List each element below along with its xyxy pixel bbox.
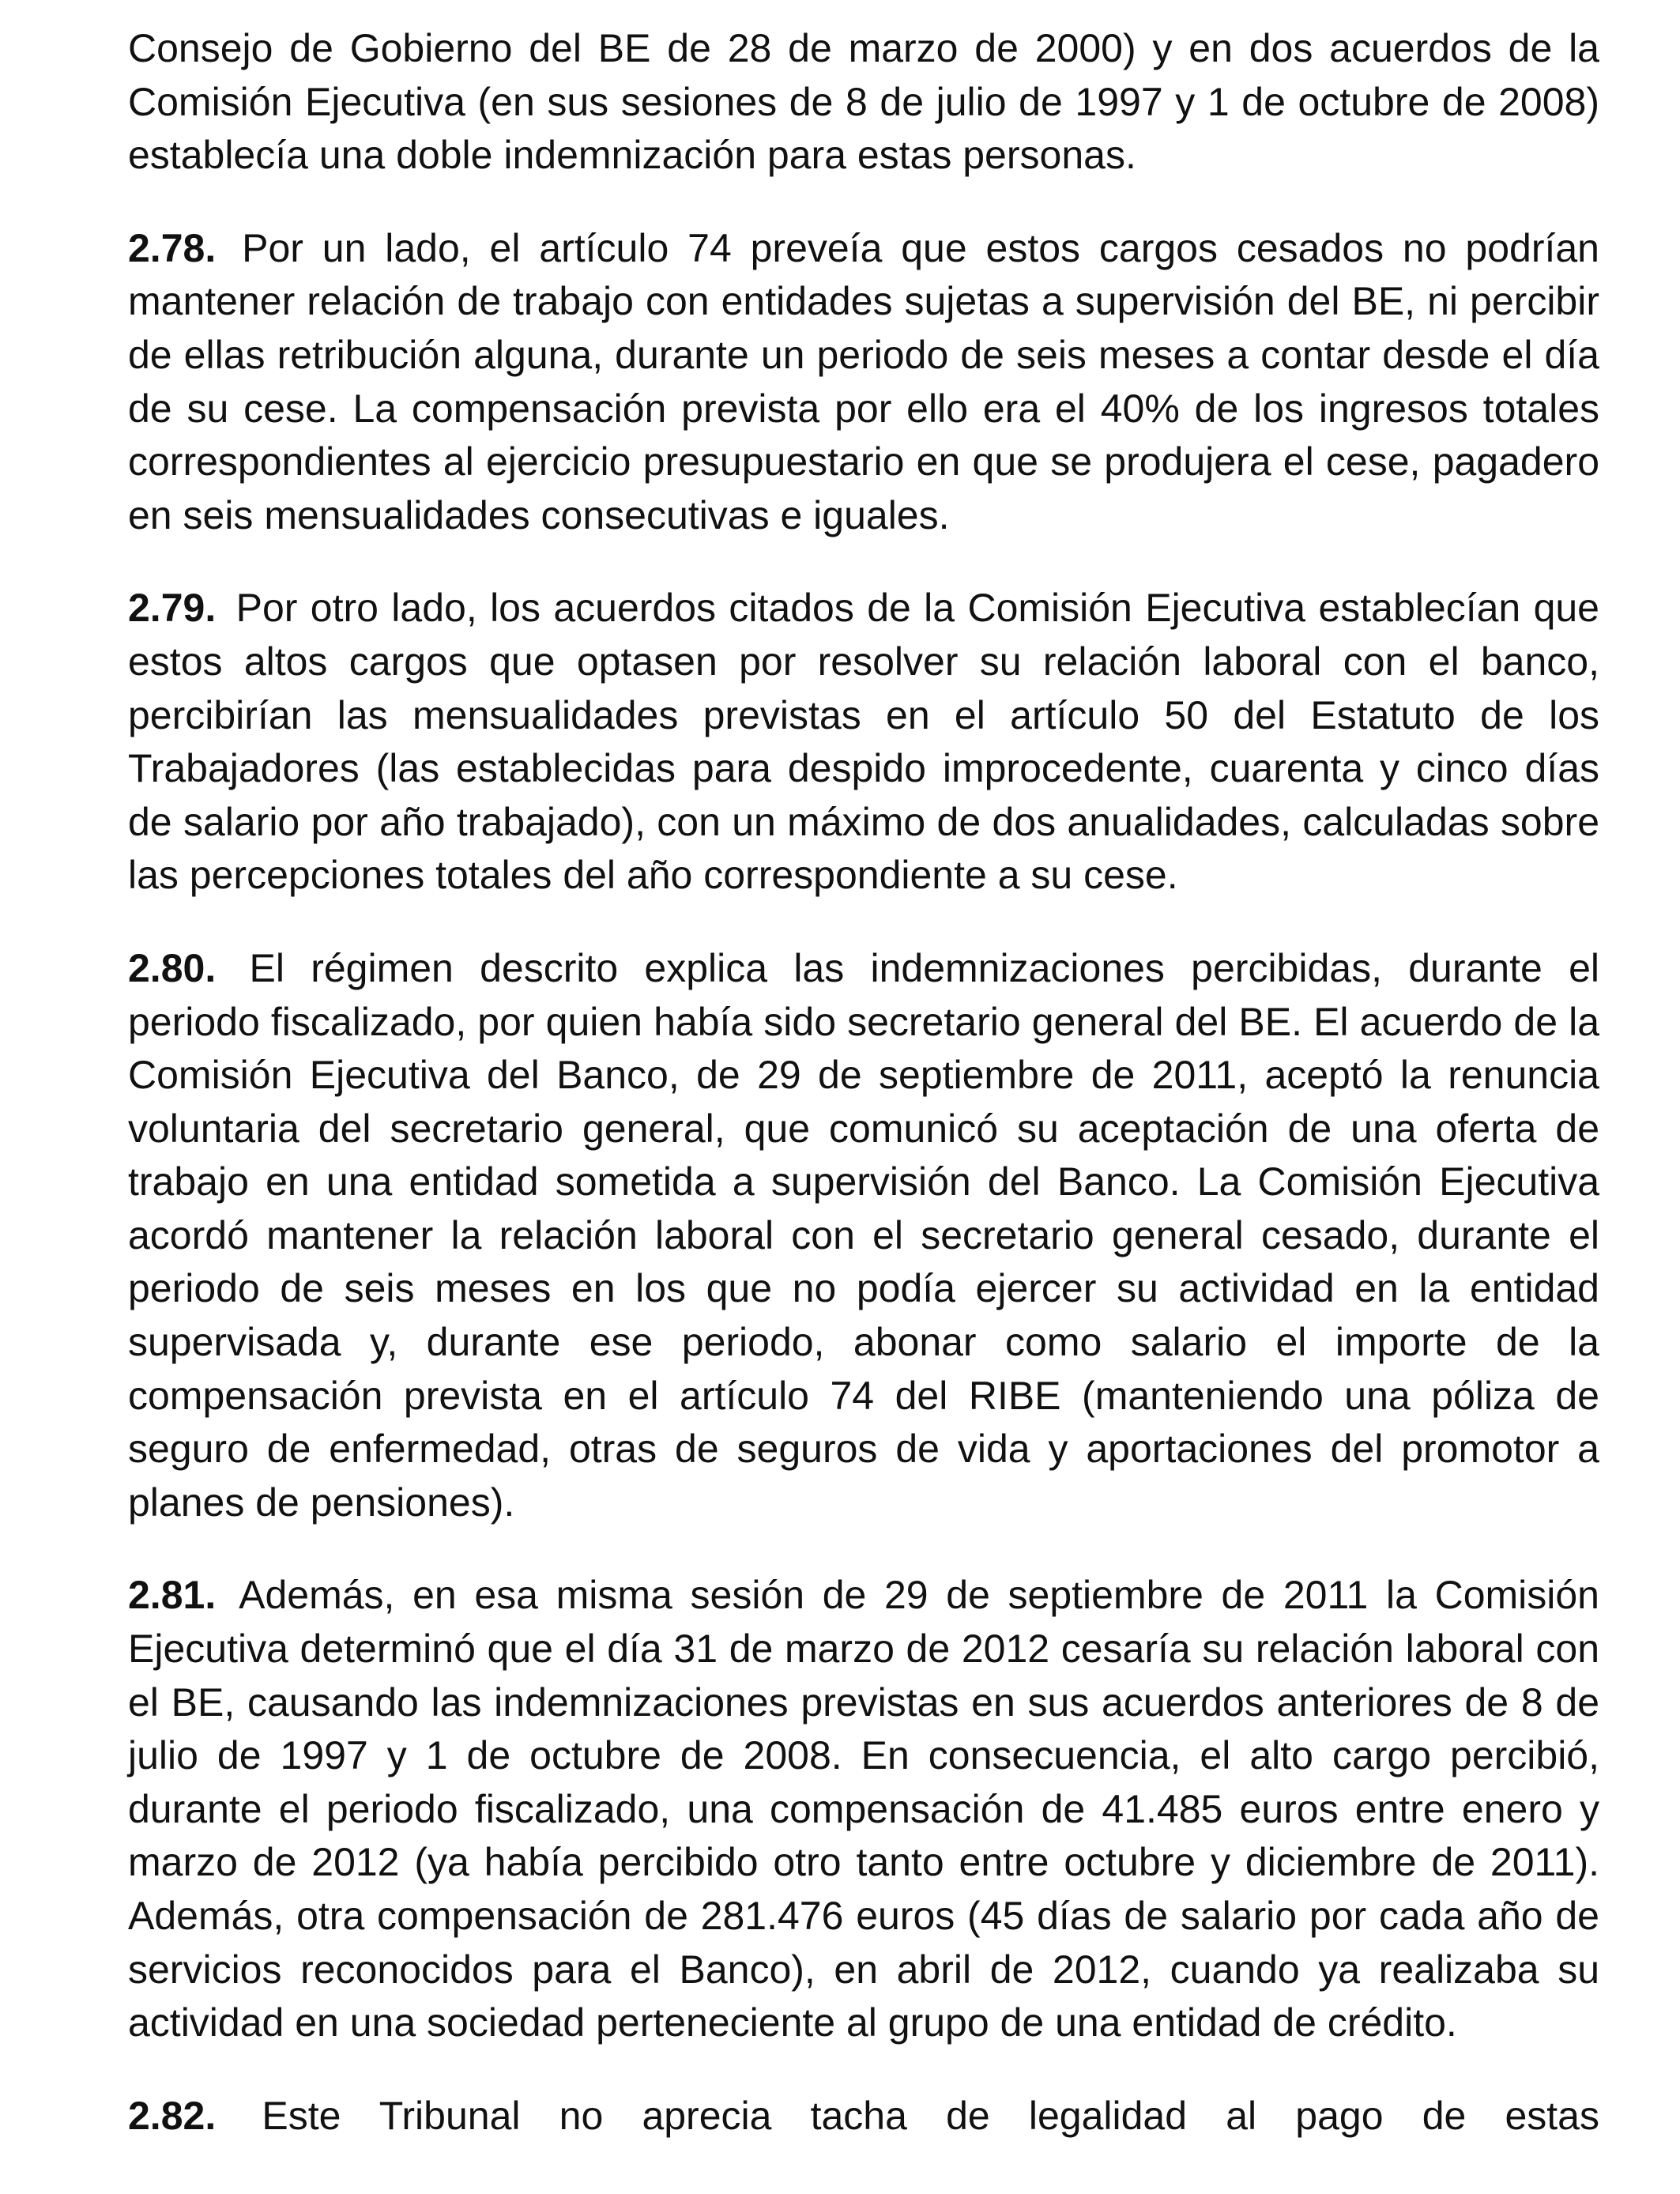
paragraph-text: Además, en esa misma sesión de 29 de septiembre de 2011 la Comisión Ejecutiva determinó que el día 31 de marzo de 2012 cesaría su relación laboral con el BE, causando las indemnizaciones previstas en sus acuerdos anteriores de 8 de julio de 1997 y 1 de octubre de 2008. En consecuencia, el alto cargo percibió, durante el periodo fiscalizado, una compensación de 41.485 euros entre enero y marzo de 2012 (ya había percibido otro tanto entre octubre y diciembre de 2011). Además, otra compensación de 281.476 euros (45 días de salario por cada año de servicios reconocidos para el Banco), en abril de 2012, cuando ya realizaba su actividad en una sociedad perteneciente al grupo de una entidad de crédito. [128, 1573, 1599, 2045]
paragraph-2-82 [128, 2090, 1599, 2143]
paragraph-text: Por un lado, el artículo 74 preveía que estos cargos cesados no podrían mantener relación de trabajo con entidades sujetas a supervisión del BE, ni percibir de ellas retribución alguna, durante un periodo de seis meses a contar desde el día de su cese. La compensación prevista por ello era el 40% de los ingresos totales correspondientes al ejercicio presupuestario en que se produjera el cese, pagadero en seis mensualidades consecutivas e iguales. [128, 225, 1599, 537]
paragraph-text: Por otro lado, los acuerdos citados de la Comisión Ejecutiva establecían que estos altos cargos que optasen por resolver su relación laboral con el banco, percibirían las mensualidades previstas en el artículo 50 del Estatuto de los Trabajadores (las establecidas para despido improcedente, cuarenta y cinco días de salario por año trabajado), con un máximo de dos anualidades, calculadas sobre las percepciones totales del año correspondiente a su cese. [128, 586, 1599, 898]
paragraph-2-81 [128, 1569, 1599, 2049]
paragraph-number: 2.78. [128, 225, 217, 270]
paragraph-number: 2.81. [128, 1573, 217, 1618]
paragraph-2-80 [128, 942, 1599, 1530]
paragraph-2-79 [128, 582, 1599, 903]
paragraph-text: Consejo de Gobierno del BE de 28 de marzo de 2000) y en dos acuerdos de la Comisión Ejecutiva (en sus sesiones de 8 de julio de 1997 y 1 de octubre de 2008) establecía una doble indemnización para estas personas. [128, 26, 1599, 178]
paragraph-2-78 [128, 222, 1599, 543]
paragraph-number: 2.79. [128, 586, 217, 631]
paragraph-text: El régimen descrito explica las indemnizaciones percibidas, durante el periodo fiscalizado, por quien había sido secretario general del BE. El acuerdo de la Comisión Ejecutiva del Banco, de 29 de septiembre de 2011, aceptó la renuncia voluntaria del secretario general, que comunicó su aceptación de una oferta de trabajo en una entidad sometida a supervisión del Banco. La Comisión Ejecutiva acordó mantener la relación laboral con el secretario general cesado, durante el periodo de seis meses en los que no podía ejercer su actividad en la entidad supervisada y, durante ese periodo, abonar como salario el importe de la compensación prevista en el artículo 74 del RIBE (manteniendo una póliza de seguro de enfermedad, otras de seguros de vida y aportaciones del promotor a planes de pensiones). [128, 945, 1599, 1525]
paragraph-number: 2.80. [128, 945, 217, 990]
document-page [128, 22, 1599, 2182]
paragraph-text: Este Tribunal no aprecia tacha de legalidad al pago de estas [262, 2093, 1599, 2138]
paragraph-number: 2.82. [128, 2093, 217, 2138]
paragraph-continuation [128, 22, 1599, 183]
